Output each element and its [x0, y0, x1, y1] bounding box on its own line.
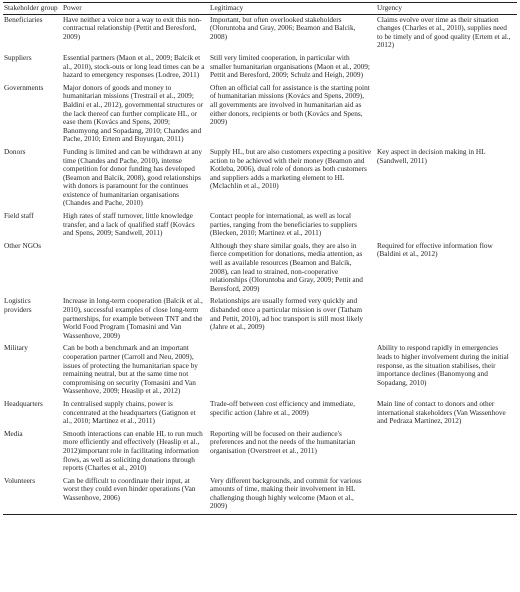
header-row [3, 3, 517, 15]
table-header [3, 3, 517, 15]
cell-legitimacy: Contact people for international, as well as local parties, ranging from the beneficiaries to suppliers (Blecken, 2010; Martinez et al., 2011) [210, 211, 357, 238]
cell-urgency: Required for effective information flow (Baldini et al., 2012) [377, 240, 493, 259]
table-row [3, 211, 517, 241]
cell-legitimacy: Relationships are usually formed very quickly and disbanded once a particular mission is over (Tatham and Pettit, 2010), ad hoc transport is still most likely (Jahre et al., 2009) [210, 296, 364, 332]
cell-legitimacy: Important, but often overlooked stakeholders (Oloruntoba and Gray, 2006; Beamon and Balcik, 2008) [210, 14, 356, 41]
cell-power: Have neither a voice nor a way to exit this non-contractual relationship (Pettit and Beresford, 2009) [63, 14, 202, 41]
cell-group: Donors [4, 146, 26, 156]
header-stakeholder-group: Stakeholder group [3, 3, 62, 15]
cell-legitimacy: Often an official call for assistance is the starting point of humanitarian missions (Kovács and Spens, 2009), all governments are involved in humanitarian aid as either donors, recipients or both (Kovács and Spens, 2009) [210, 82, 370, 127]
cell-urgency [376, 83, 517, 147]
cell-power: Major donors of goods and money to humanitarian missions (Trestrail et al., 2009; Baldini et al., 2012), governmental structures or the lack thereof can further complicate HL, or ease them (Kovács and Spens, 2009; Banomyong and Sopadang, 2010; Chandes and Pache, 2010; Ertem and Buyurgan, 2011) [63, 82, 204, 144]
cell-power: In centralised supply chains, power is concentrated at the headquarters (Gatignon et al., 2010; Martinez et al., 2011) [63, 398, 196, 426]
cell-legitimacy: Very different backgrounds, and commit for various amounts of time, making their involvement in HL challenging though highly welcome (Maon et al., 2009) [209, 476, 376, 515]
cell-legitimacy: Supply HL, but are also customers expecting a positive action to be achieved with their money (Beamon and Kotleba, 2006), dual role of donors as both customers and suppliers adds a marketing element to HL (Mclachlin et al., 2010) [210, 146, 372, 191]
header-legitimacy: Legitimacy [209, 3, 376, 15]
cell-urgency [376, 211, 517, 241]
cell-power: Smooth interactions can enable HL to run much more efficiently and effectively (Heaslip et al., 2012)important role in facilitating information flows, as well as soliciting donations through reports (Charles et al., 2010) [63, 428, 203, 473]
table-body [3, 14, 517, 514]
cell-power: Can be both a benchmark and an important cooperation partner (Carroll and Neu, 2009), issues of protecting the humanitarian space by remaining neutral, but at the same time not compromising on security (Tomasini and Van Wassenhove, 2009; Heaslip et al., 2012) [63, 343, 198, 396]
cell-power: Can be difficult to coordinate their input, at worst they could even hinder operations (Van Wassenhove, 2006) [62, 476, 209, 515]
table-row [3, 241, 517, 297]
cell-group: Logistics providers [4, 296, 32, 314]
cell-urgency [376, 296, 517, 343]
cell-urgency: Key aspect in decision making in HL (Sandwell, 2011) [377, 146, 486, 165]
cell-urgency: Main line of contact to donors and other international stakeholders (Van Wassenhove and Pedraza Martinez, 2012) [377, 398, 506, 426]
cell-urgency [376, 429, 517, 476]
table-row [3, 53, 517, 83]
table-row [3, 147, 517, 211]
table-row [3, 296, 517, 343]
cell-legitimacy: Reporting will be focused on their audience's preferences and not the needs of the humanitarian organisation (Overstreet et al., 2011) [210, 428, 356, 455]
cell-urgency: Ability to respond rapidly in emergencies leads to higher involvement during the initial response, as the situation stabilises, their importance declines (Banomyong and Sopadang, 2010) [377, 343, 509, 387]
cell-group: Volunteers [3, 476, 62, 515]
cell-power: Funding is limited and can be withdrawn at any time (Chandes and Pache, 2010), intense competition for donor funding has developed (Beamon and Balcik, 2008), good relationships with donors is paramount for the continues existence of humanitarian organisations (Chandes and Pache, 2010) [63, 146, 203, 208]
table-row [3, 343, 517, 399]
header-power: Power [62, 3, 209, 15]
table-row [3, 14, 517, 53]
cell-group: Beneficiaries [4, 14, 43, 24]
cell-legitimacy: Still very limited cooperation, in particular with smaller humanitarian organisations (Maon et al., 2009; Pettit and Beresford, 2009; Schulz and Heigh, 2009) [210, 52, 370, 80]
cell-group: Suppliers [4, 52, 32, 62]
cell-power [62, 241, 209, 297]
cell-legitimacy: Trade-off between cost efficiency and immediate, specific action (Jahre et al., 2009) [210, 398, 355, 417]
cell-legitimacy [209, 343, 376, 399]
cell-group: Field staff [4, 211, 34, 221]
cell-urgency [376, 476, 517, 515]
cell-urgency [376, 53, 517, 83]
stakeholder-table [3, 2, 517, 515]
table-row [3, 83, 517, 147]
cell-group: Headquarters [4, 398, 43, 408]
cell-power: High rates of staff turnover, little knowledge transfer, and a lack of qualified staff (Kovács and Spens, 2009; Sandwell, 2011) [63, 211, 195, 238]
cell-group: Media [4, 428, 23, 438]
cell-power: Increase in long-term cooperation (Balcik et al., 2010), successful examples of close long-term partnerships, for example between TNT and the World Food Program (Tomasini and Van Wassenhove, 2009) [63, 296, 203, 340]
table-row [3, 476, 517, 515]
cell-legitimacy: Although they share similar goals, they are also in fierce competition for donations, media attention, as well as available resources (Beamon and Balcik, 2008), can lead to strained, non-cooperative relationships (Oloruntoba and Gray, 2009; Pettit and Beresford, 2009) [210, 240, 363, 293]
header-urgency: Urgency [376, 3, 517, 15]
cell-urgency: Claims evolve over time as their situation changes (Charles et al., 2010), supplies need to be timely and of good quality (Ertem et al., 2012) [377, 14, 511, 50]
table-row [3, 399, 517, 429]
cell-group: Military [4, 343, 28, 353]
table-row [3, 429, 517, 476]
cell-power: Essential partners (Maon et al., 2009; Balcik et al., 2010), stock-outs or long lead times can be a hazard to emergency responses (Lodree, 2011) [63, 52, 205, 80]
cell-group: Other NGOs [4, 240, 42, 250]
cell-group: Governments [4, 82, 44, 92]
